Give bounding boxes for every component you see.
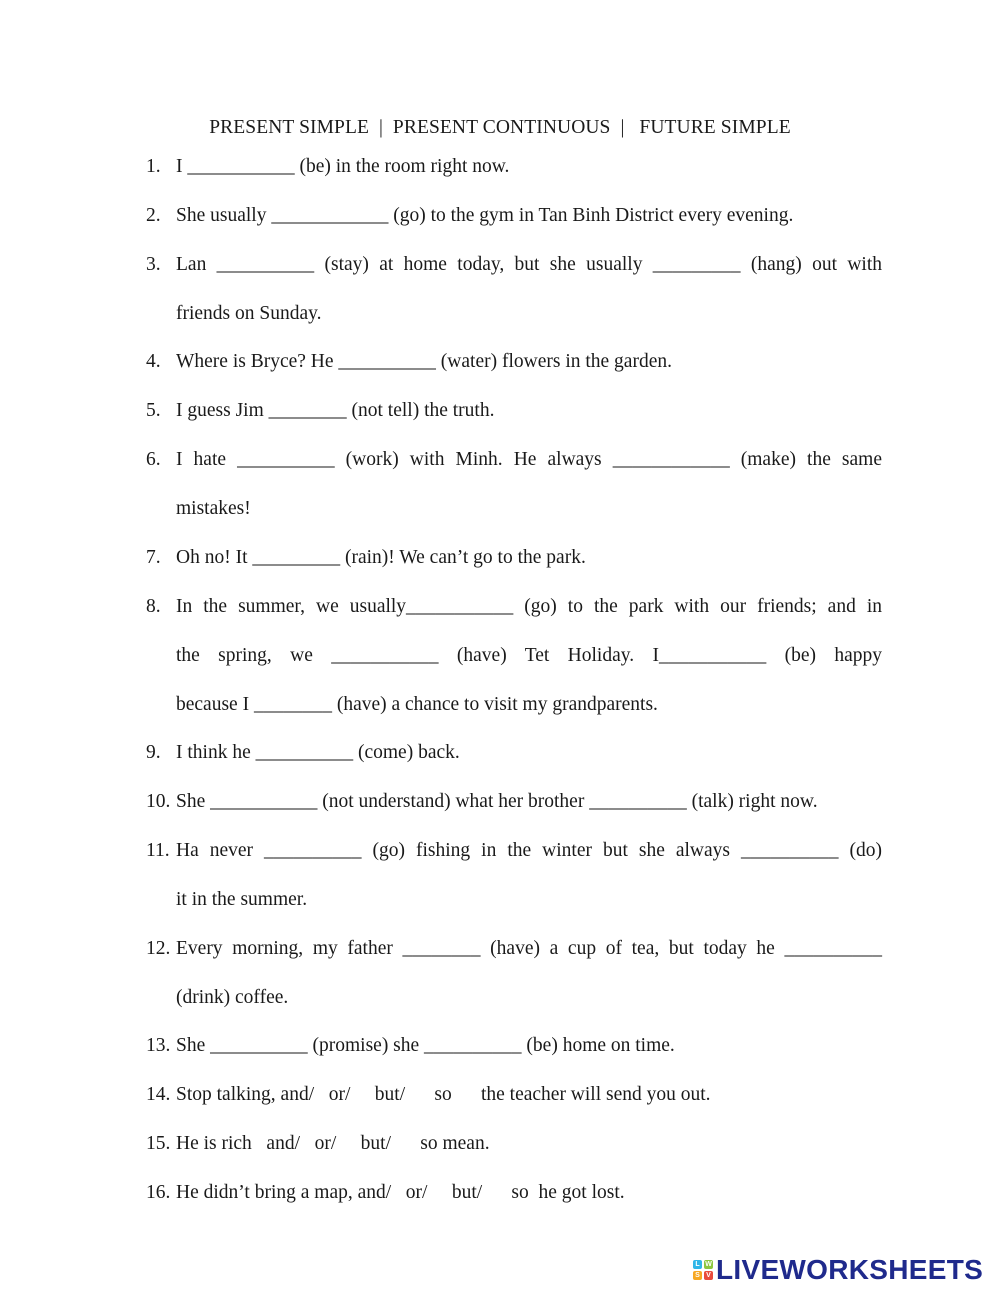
item-text-continued: the spring, we ___________ (have) Tet Holiday. I___________ (be) happy: [176, 645, 882, 666]
item-number: 2.: [146, 205, 161, 226]
logo-square: V: [704, 1271, 713, 1280]
item-text: Lan __________ (stay) at home today, but she usually _________ (hang) out with: [176, 254, 882, 275]
item-text: He didn’t bring a map, and/ or/ but/ so he got lost.: [176, 1182, 625, 1203]
item-number: 12.: [146, 938, 171, 959]
item-text: I think he __________ (come) back.: [176, 742, 460, 763]
item-text: I guess Jim ________ (not tell) the truth.: [176, 400, 495, 421]
item-text-continued: because I ________ (have) a chance to visit my grandparents.: [176, 694, 658, 715]
item-number: 5.: [146, 400, 161, 421]
worksheet-title: PRESENT SIMPLE | PRESENT CONTINUOUS | FUTURE SIMPLE: [209, 117, 791, 138]
logo-square: W: [705, 1261, 712, 1268]
logo-square: L: [693, 1260, 702, 1269]
item-text-continued: mistakes!: [176, 498, 251, 519]
item-number: 7.: [146, 547, 161, 568]
item-number: 13.: [146, 1035, 171, 1056]
item-text: Every morning, my father ________ (have) a cup of tea, but today he __________: [176, 938, 882, 959]
item-number: 16.: [146, 1182, 171, 1203]
item-text: In the summer, we usually___________ (go) to the park with our friends; and in: [176, 596, 882, 617]
item-text-continued: friends on Sunday.: [176, 303, 322, 324]
item-number: 10.: [146, 791, 171, 812]
item-text: She usually ____________ (go) to the gym in Tan Binh District every evening.: [176, 205, 794, 226]
item-number: 11.: [146, 840, 170, 861]
item-text: She ___________ (not understand) what her brother __________ (talk) right now.: [176, 791, 818, 812]
item-number: 15.: [146, 1133, 171, 1154]
item-text-continued: (drink) coffee.: [176, 987, 289, 1008]
item-text: I ___________ (be) in the room right now.: [176, 156, 510, 177]
item-text: Oh no! It _________ (rain)! We can’t go to the park.: [176, 547, 586, 568]
item-number: 1.: [146, 156, 161, 177]
item-number: 9.: [146, 742, 161, 763]
item-text: She __________ (promise) she __________ (be) home on time.: [176, 1035, 675, 1056]
item-text: Where is Bryce? He __________ (water) flowers in the garden.: [176, 351, 672, 372]
logo-square: S: [693, 1271, 702, 1280]
item-text: I hate __________ (work) with Minh. He always ____________ (make) the same: [176, 449, 882, 470]
item-number: 3.: [146, 254, 161, 275]
logo-text: LIVEWORKSHEETS: [716, 1254, 984, 1285]
liveworksheets-logo: [693, 1254, 983, 1286]
item-text: Stop talking, and/ or/ but/ so the teacher will send you out.: [176, 1084, 711, 1105]
item-text-continued: it in the summer.: [176, 889, 308, 910]
item-text: He is rich and/ or/ but/ so mean.: [176, 1133, 490, 1154]
item-number: 14.: [146, 1084, 171, 1105]
logo-mark-icon: [693, 1260, 713, 1280]
item-text: Ha never __________ (go) fishing in the winter but she always __________ (do): [176, 840, 882, 861]
item-number: 8.: [146, 596, 161, 617]
item-number: 6.: [146, 449, 161, 470]
item-number: 4.: [146, 351, 161, 372]
